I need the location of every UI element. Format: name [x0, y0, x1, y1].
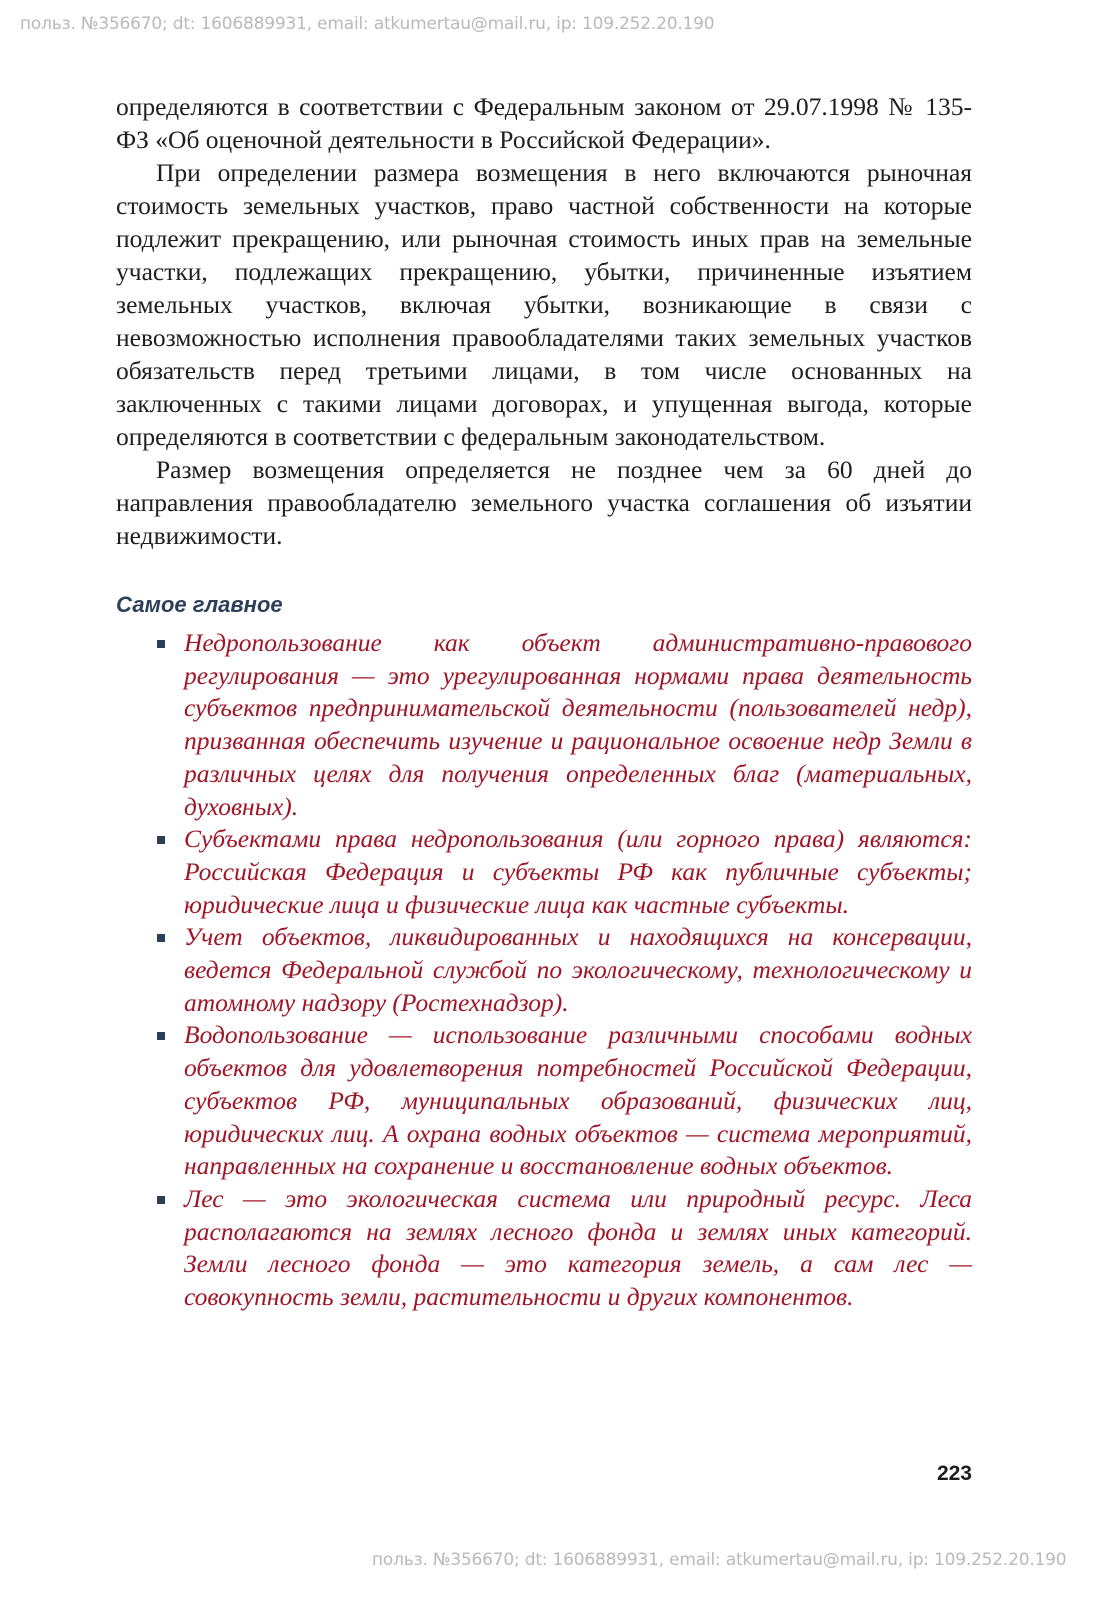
summary-item: [116, 823, 972, 921]
summary-item-text: Недропользование как объект административно-правового регулирования — это урегулированная нормами права деятельность субъектов предпринимательской деятельности (пользователей недр), призванная обеспечить изучение и рациональное освоение недр Земли в различных целях для получения определенных благ (материальных, духовных).: [184, 628, 972, 821]
paragraph-compensation-composition: При определении размера возмещения в него включаются рыночная стоимость земельных участков, право частной собственности на которые подлежит прекращению, или рыночная стоимость иных прав на земельные участки, подлежащих прекращению, убытки, причиненные изъятием земельных участков, включая убытки, возникающие в связи с невозможностью исполнения правообладателями таких земельных участков обязательств перед третьими лицами, в том числе основанных на заключенных с такими лицами договорах, и упущенная выгода, которые определяются в соответствии с федеральным законодательством.: [116, 158, 972, 451]
paragraph-continuation: определяются в соответствии с Федеральным законом от 29.07.1998 № 135-ФЗ «Об оценочной деятельности в Российской Федерации».: [116, 92, 972, 154]
summary-item-text: Лес — это экологическая система или природный ресурс. Леса располагаются на землях лесного фонда и землях иных категорий. Земли лесного фонда — это категория земель, а сам лес — совокупность земли, растительности и других компонентов.: [184, 1183, 972, 1312]
square-bullet-icon: [157, 1032, 165, 1040]
square-bullet-icon: [157, 1196, 165, 1204]
square-bullet-icon: [157, 934, 165, 942]
summary-item: [116, 1183, 972, 1314]
square-bullet-icon: [157, 640, 165, 648]
watermark-top: польз. №356670; dt: 1606889931, email: atkumertau@mail.ru, ip: 109.252.20.190: [20, 14, 715, 34]
paragraph-compensation-deadline: Размер возмещения определяется не позднее чем за 60 дней до направления правообладателю земельного участка соглашения об изъятии недвижимости.: [116, 455, 972, 550]
summary-item: [116, 1019, 972, 1183]
square-bullet-icon: [157, 836, 165, 844]
summary-item: [116, 627, 972, 823]
summary-item-text: Водопользование — использование различными способами водных объектов для удовлетворения потребностей Российской Федерации, субъектов РФ, муниципальных образований, физических лиц, юридических лиц. А охрана водных объектов — система мероприятий, направленных на сохранение и восстановление водных объектов.: [184, 1020, 972, 1181]
summary-item-text: Субъектами права недропользования (или горного права) являются: Российская Федерация и субъекты РФ как публичные субъекты; юридические лица и физические лица как частные субъекты.: [184, 824, 972, 919]
summary-heading: Самое главное: [116, 592, 283, 617]
watermark-bottom: польз. №356670; dt: 1606889931, email: atkumertau@mail.ru, ip: 109.252.20.190: [372, 1550, 1067, 1570]
page-content: [116, 90, 972, 1314]
page-number: 223: [936, 1462, 972, 1485]
summary-list: [116, 627, 972, 1314]
summary-item-text: Учет объектов, ликвидированных и находящихся на консервации, ведется Федеральной службой по экологическому, технологическому и атомному надзору (Ростехнадзор).: [184, 922, 972, 1017]
summary-item: [116, 921, 972, 1019]
